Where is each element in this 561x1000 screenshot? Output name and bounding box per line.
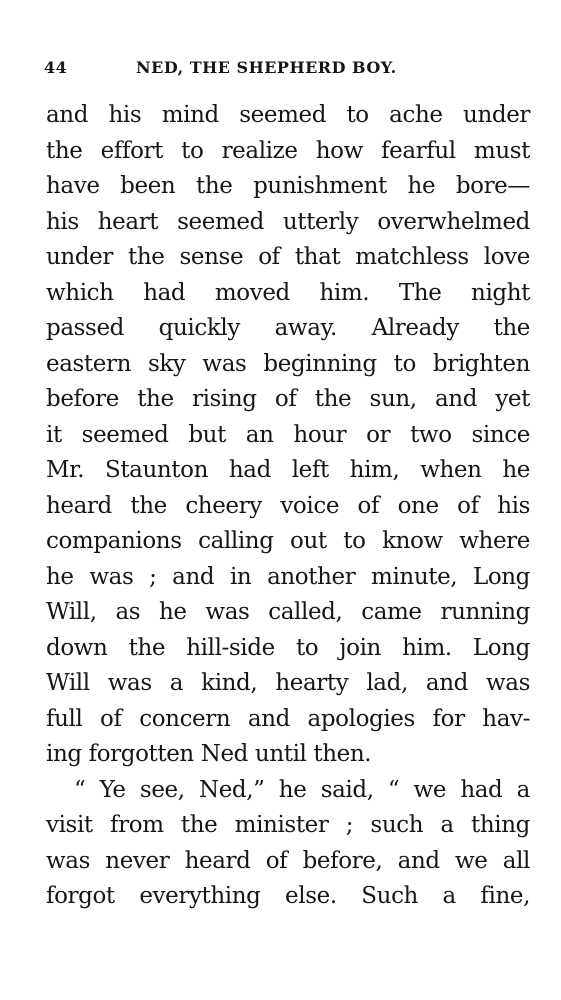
text-line: have been the punishment he bore—	[46, 173, 530, 199]
text-line: the effort to realize how fearful must	[46, 137, 530, 164]
text-line: Mr. Staunton had left him, when he	[46, 457, 530, 483]
text-line: “ Ye see, Ned,” he said, “ we had a	[74, 776, 530, 803]
text-line: Will, as he was called, came running	[46, 599, 530, 625]
text-line: heard the cheery voice of one of his	[46, 492, 530, 519]
text-line: it seemed but an hour or two since	[46, 421, 530, 448]
text-line: down the hill-side to join him. Long	[46, 634, 530, 661]
paragraph-2	[46, 773, 530, 915]
text-line: he was ; and in another minute, Long	[46, 563, 530, 590]
text-line: under the sense of that matchless love	[46, 244, 530, 270]
body-text	[46, 98, 530, 915]
text-line: ing forgotten Ned until then.	[46, 741, 372, 767]
text-line: visit from the minister ; such a thing	[46, 812, 530, 838]
text-line: before the rising of the sun, and yet	[46, 386, 530, 412]
text-line: which had moved him. The night	[46, 279, 530, 306]
paragraph-1	[46, 98, 530, 773]
text-line: Will was a kind, hearty lad, and was	[46, 670, 530, 696]
text-line: forgot everything else. Such a fine,	[46, 883, 530, 909]
text-line: full of concern and apologies for hav-	[46, 705, 530, 732]
page-header	[44, 58, 530, 88]
running-title: NED, THE SHEPHERD BOY.	[136, 58, 397, 77]
text-line: and his mind seemed to ache under	[46, 102, 530, 128]
text-line: eastern sky was beginning to brighten	[46, 350, 530, 377]
text-line: companions calling out to know where	[46, 528, 530, 554]
text-line: his heart seemed utterly overwhelmed	[46, 208, 530, 235]
text-line: passed quickly away. Already the	[46, 315, 530, 341]
text-line: was never heard of before, and we all	[46, 847, 530, 874]
page-number: 44	[44, 58, 68, 77]
